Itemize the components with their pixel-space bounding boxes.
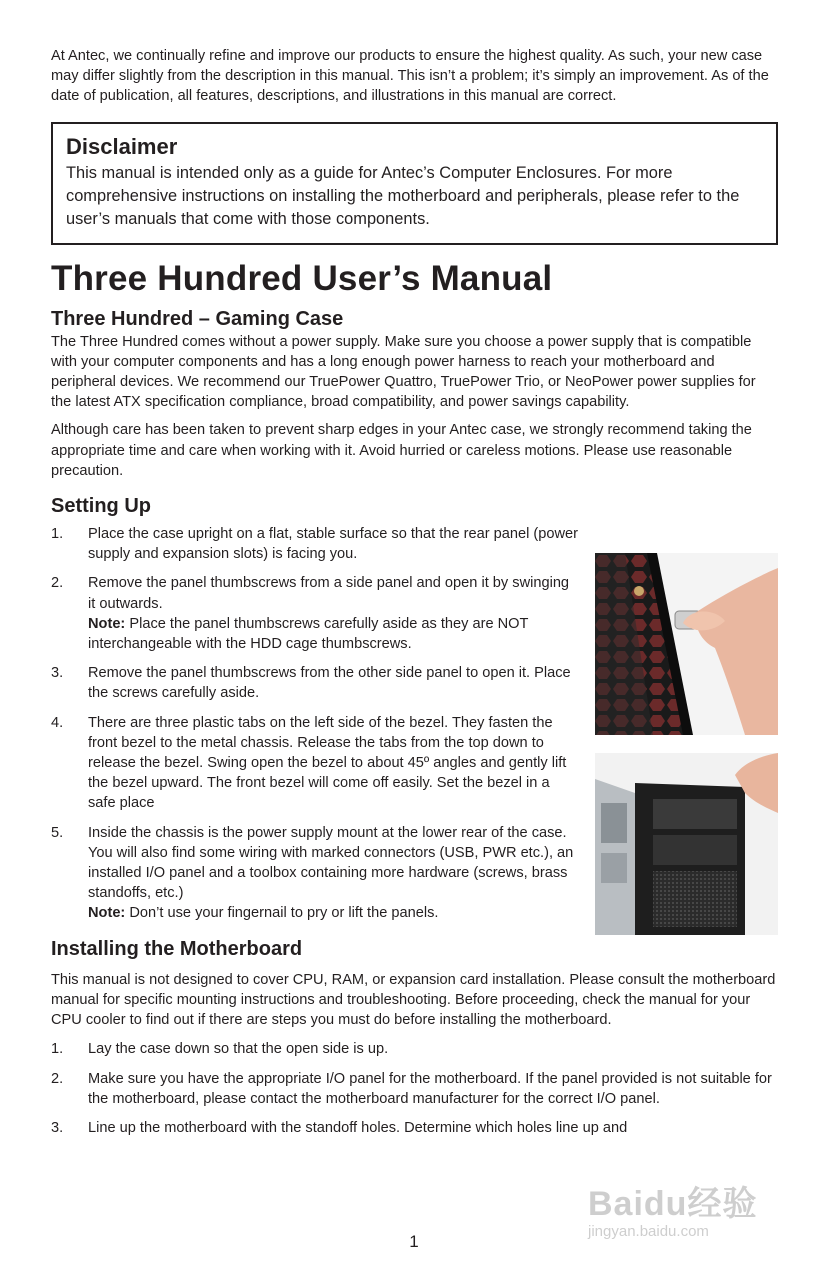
manual-page [51,46,778,1147]
page-number: 1 [409,1232,419,1251]
gaming-paragraph-1: The Three Hundred comes without a power supply. Make sure you choose a power supply that is compatible with your computer components and has a long enough power harness to reach your motherboard and peripheral devices. We recommend our TruePower Quattro, TruePower Trio, or NeoPower power supplies for the latest ATX specification compliance, broad compatibility, and power savings capability. [51,333,756,411]
disclaimer-title: Disclaimer [66,133,178,159]
disclaimer-text: This manual is intended only as a guide for Antec’s Computer Enclosures. For more comprehensive instructions on installing the motherboard and peripherals, please refer to the user’s manuals that come with those components. [66,163,740,228]
note-text: Don’t use your fingernail to pry or lift the panels. [129,905,439,922]
note-label: Note: [88,615,126,632]
watermark-logo-text: Baidu经验 [588,1185,758,1223]
watermark-url: jingyan.baidu.com [588,1223,709,1240]
setup-step: 3. Remove the panel thumbscrews from the other side panel to open it. Place the screws carefully aside. [51,665,571,702]
baidu-watermark [588,1176,757,1240]
motherboard-step: 3. Line up the motherboard with the standoff holes. Determine which holes line up and [51,1119,628,1136]
intro-paragraph: At Antec, we continually refine and improve our products to ensure the highest quality. As such, your new case may differ slightly from the description in this manual. This isn’t a problem; it’s simply an improvement. As of the date of publication, all features, descriptions, and illustrations in this manual are correct. [51,48,769,105]
setup-steps [51,524,578,924]
motherboard-heading: Installing the Motherboard [51,937,303,960]
setup-heading: Setting Up [51,495,151,518]
setup-step: 5. Inside the chassis is the power supply mount at the lower rear of the case. You will also find some wiring with marked connectors (USB, PWR etc.), an installed I/O panel and a toolbox containing more hardware (screws, brass standoffs, etc.) Note: Don’t use your fingernail to pry or lift the panels. [51,824,574,922]
setup-step: 4. There are three plastic tabs on the left side of the bezel. They fasten the front bezel to the metal chassis. Release the tabs from the top down to release the bezel. Swing open the bezel to about 45º angles and gently lift the bezel upward. The front bezel will come off easily. Set the bezel in a safe place [51,714,567,812]
motherboard-steps [51,1039,778,1138]
gaming-heading: Three Hundred – Gaming Case [51,307,344,330]
setup-step: 2. Remove the panel thumbscrews from a side panel and open it by swinging it outwards. Note: Place the panel thumbscrews carefully aside as they are NOT interchangeable with the HDD cage thumbscrews. [51,575,570,653]
gaming-paragraph-2: Although care has been taken to prevent sharp edges in your Antec case, we strongly recommend taking the appropriate time and care when working with it. Avoid hurried or careless motions. Please use reasonable precaution. [51,422,752,479]
motherboard-step: 2. Make sure you have the appropriate I/O panel for the motherboard. If the panel provided is not suitable for the motherboard, please contact the motherboard manufacturer for the correct I/O panel. [51,1070,772,1107]
thumbscrew-photo [595,553,778,735]
disclaimer-box [51,122,778,245]
motherboard-intro: This manual is not designed to cover CPU, RAM, or expansion card installation. Please consult the motherboard manual for specific mounting instructions and troubleshooting. Before proceeding, check the manual for your CPU cooler to find out if there are steps you must do before installing the motherboard. [51,971,776,1029]
motherboard-step: 1. Lay the case down so that the open side is up. [51,1041,389,1058]
bezel-photo [595,753,778,935]
note-text: Place the panel thumbscrews carefully aside as they are NOT interchangeable with the HDD cage thumbscrews. [88,615,529,653]
note-label: Note: [88,905,126,922]
setup-step: 1. Place the case upright on a flat, stable surface so that the rear panel (power supply and expansion slots) is facing you. [51,526,578,563]
page-title: Three Hundred User’s Manual [51,258,553,298]
